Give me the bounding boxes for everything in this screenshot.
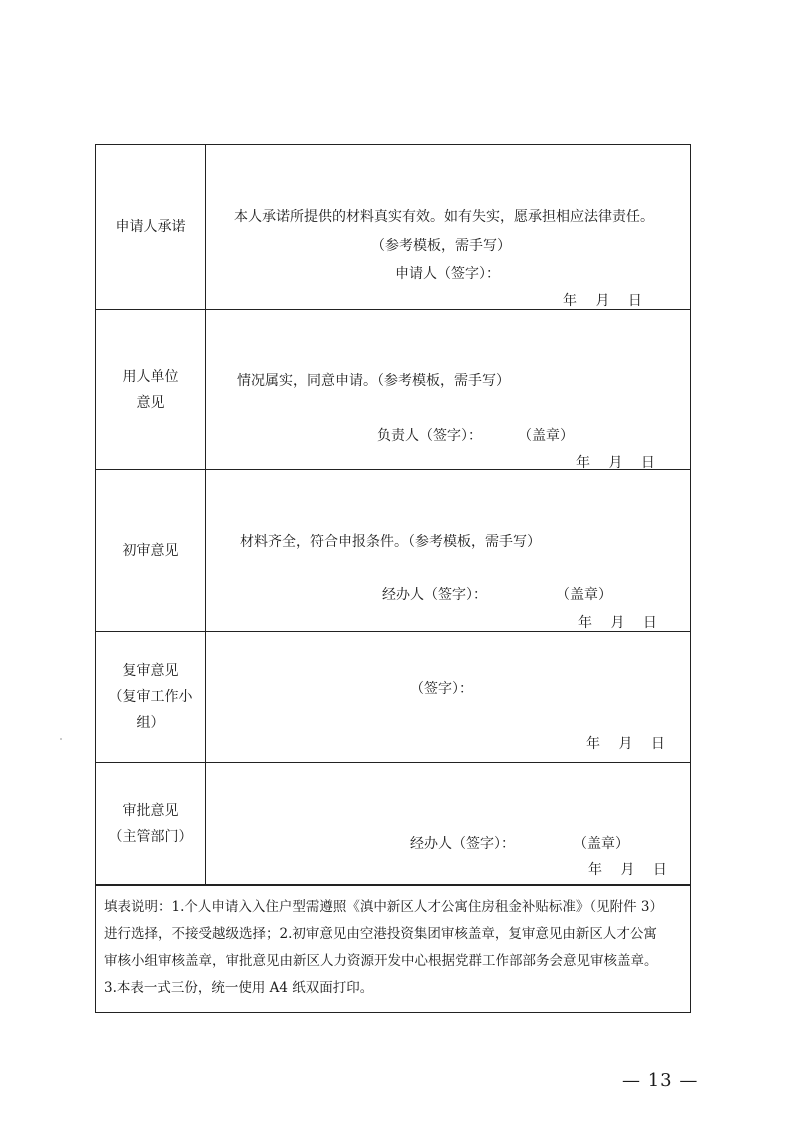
second-review-date-field: 年 月 日	[586, 736, 665, 752]
applicant-pledge-row	[96, 145, 690, 310]
approval-label-line2: （主管部门）	[108, 828, 193, 845]
second-review-label-line1: 复审意见	[122, 663, 179, 679]
initial-review-label: 初审意见	[122, 542, 179, 559]
initial-review-signature-field: 经办人（签字）：	[382, 587, 487, 603]
initial-review-statement: 材料齐全，符合申报条件。（参考模板，需手写）	[240, 534, 541, 550]
initial-review-label-cell	[96, 470, 206, 631]
applicant-signature-field: 申请人（签字）：	[395, 266, 500, 282]
instructions-line-1: 填表说明：1.个人申请入入住户型需遵照《滇中新区人才公寓住房租金补贴标准》（见附件 3）	[104, 899, 664, 915]
approval-date-field: 年 月 日	[588, 862, 667, 878]
applicant-date-field: 年 月 日	[563, 293, 642, 309]
second-review-label-line2: （复审工作小	[108, 689, 193, 705]
applicant-pledge-label-cell	[96, 145, 206, 309]
page-number: — 13 —	[622, 1070, 699, 1091]
instructions-line-2: 进行选择，不接受越级选择；2.初审意见由空港投资集团审核盖章，复审意见由新区人才公寓	[104, 926, 657, 942]
instructions-line-3: 审核小组审核盖章，审批意见由新区人力资源开发中心根据党群工作部部务会意见审核盖章。	[104, 953, 658, 969]
initial-review-seal-field: （盖章）	[556, 587, 612, 603]
applicant-pledge-label: 申请人承诺	[115, 219, 186, 235]
employer-opinion-row	[96, 310, 690, 470]
approval-label-cell	[96, 763, 206, 884]
second-review-label-cell	[96, 632, 206, 762]
approval-label-line1: 审批意见	[122, 802, 179, 819]
second-review-signature-field: （签字）：	[410, 681, 473, 697]
application-form-table	[95, 144, 691, 1013]
approval-seal-field: （盖章）	[573, 836, 629, 852]
form-instructions	[96, 885, 690, 1012]
initial-review-row	[96, 470, 690, 632]
second-review-label-line3: 组）	[136, 715, 165, 731]
employer-opinion-label-line2: 意见	[136, 394, 165, 411]
employer-signature-field: 负责人（签字）：	[377, 428, 482, 444]
applicant-pledge-statement: 本人承诺所提供的材料真实有效。如有失实，愿承担相应法律责任。	[234, 209, 654, 225]
approval-row	[96, 763, 690, 885]
employer-opinion-label-cell	[96, 310, 206, 469]
scan-speck	[60, 738, 62, 740]
employer-date-field: 年 月 日	[576, 455, 655, 471]
second-review-row	[96, 632, 690, 763]
employer-opinion-label-line1: 用人单位	[122, 368, 179, 385]
employer-opinion-content	[206, 310, 690, 469]
initial-review-content	[206, 470, 690, 631]
employer-opinion-statement: 情况属实，同意申请。（参考模板，需手写）	[237, 373, 510, 389]
instructions-line-4: 3.本表一式三份，统一使用 A4 纸双面打印。	[104, 980, 374, 996]
second-review-content	[206, 632, 690, 762]
approval-content	[206, 763, 690, 884]
approval-signature-field: 经办人（签字）：	[410, 836, 515, 852]
applicant-pledge-content	[206, 145, 690, 309]
employer-seal-field: （盖章）	[518, 428, 574, 444]
initial-review-date-field: 年 月 日	[578, 615, 657, 631]
applicant-pledge-template-note: （参考模板，需手写）	[371, 238, 511, 254]
